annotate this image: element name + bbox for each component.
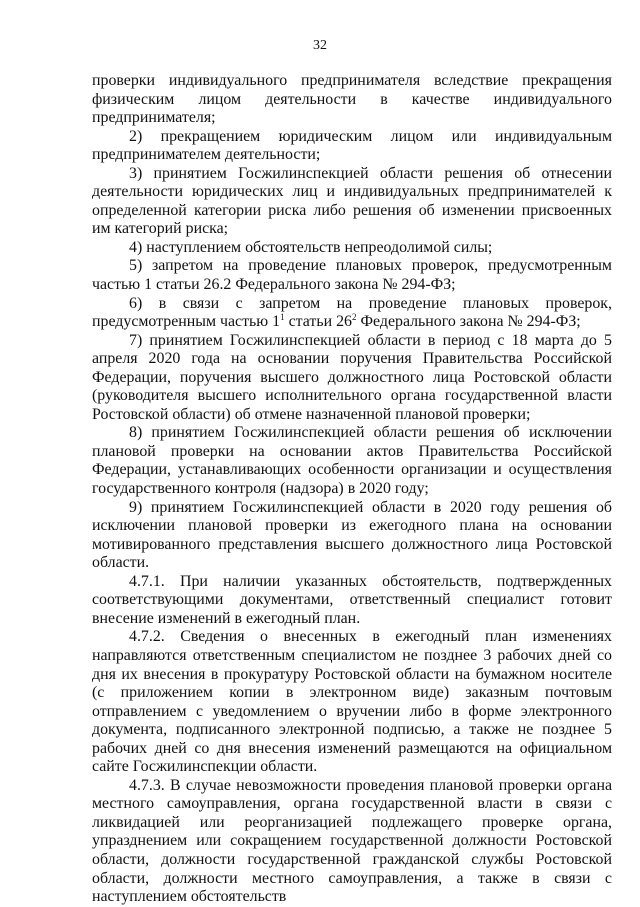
list-item-6-text-b: статьи 26	[284, 313, 352, 331]
clause-4-7-1: 4.7.1. При наличии указанных обстоятельств, подтвержденных соответствующими документами, ответственный специалист готовит внесение изменений в ежегодный план.	[92, 572, 612, 627]
page-number: 32	[313, 38, 327, 53]
list-item-6-text-a: 6) в связи с запретом на проведение плановых проверок, предусмотренным частью 1	[92, 294, 612, 331]
document-body	[92, 72, 612, 907]
list-item-4: 4) наступлением обстоятельств непреодолимой силы;	[129, 238, 493, 256]
list-item-2: 2) прекращением юридическим лицом или индивидуальным предпринимателем деятельности;	[92, 127, 612, 164]
paragraph-continuation: проверки индивидуального предпринимателя вследствие прекращения физическим лицом деятельности в качестве индивидуального предпринимателя;	[92, 72, 612, 127]
list-item-7: 7) принятием Госжилинспекцией области в период с 18 марта до 5 апреля 2020 года на основании поручения Правительства Российской Федерации, поручения высшего должностного лица Ростовской области (руководителя высшего исполнительного органа государственной власти Ростовской области) об отмене назначенной плановой проверки;	[92, 331, 612, 423]
superscript-article-26: 2	[351, 312, 357, 323]
list-item-3: 3) принятием Госжилинспекцией области решения об отнесении деятельности юридических лиц и индивидуальных предпринимателей к определенной категории риска либо решения об изменении присвоенных им категорий риска;	[92, 164, 612, 238]
list-item-8: 8) принятием Госжилинспекцией области решения об исключении плановой проверки на основании актов Правительства Российской Федерации, устанавливающих особенности организации и осуществления государственного контроля (надзора) в 2020 году;	[92, 424, 612, 498]
list-item-9: 9) принятием Госжилинспекцией области в 2020 году решения об исключении плановой проверки из ежегодного плана на основании мотивированного представления высшего должностного лица Ростовской области.	[92, 498, 612, 572]
list-item-6-text-c: Федерального закона № 294-ФЗ;	[356, 313, 581, 331]
clause-4-7-3: 4.7.3. В случае невозможности проведения плановой проверки органа местного самоуправления, органа государственной власти в связи с ликвидацией или реорганизацией подлежащего проверке органа, упразднением или сокращением государственной должности Ростовской области, должности государственной гражданской службы Ростовской области, должности местного самоуправления, а также в связи с наступлением обстоятельств	[92, 776, 612, 906]
list-item-6	[92, 295, 612, 332]
list-item-5: 5) запретом на проведение плановых проверок, предусмотренным частью 1 статьи 26.2 Федерального закона № 294-ФЗ;	[92, 257, 612, 294]
clause-4-7-2: 4.7.2. Сведения о внесенных в ежегодный план изменениях направляются ответственным специалистом не позднее 3 рабочих дней со дня их внесения в прокуратуру Ростовской области на бумажном носителе (с приложением копии в электронном виде) заказным почтовым отправлением с уведомлением о вручении либо в форме электронного документа, подписанного электронной подписью, а также не позднее 5 рабочих дней со дня внесения изменений размещаются на официальном сайте Госжилинспекции области.	[92, 628, 612, 776]
superscript-part-1: 1	[280, 312, 285, 323]
